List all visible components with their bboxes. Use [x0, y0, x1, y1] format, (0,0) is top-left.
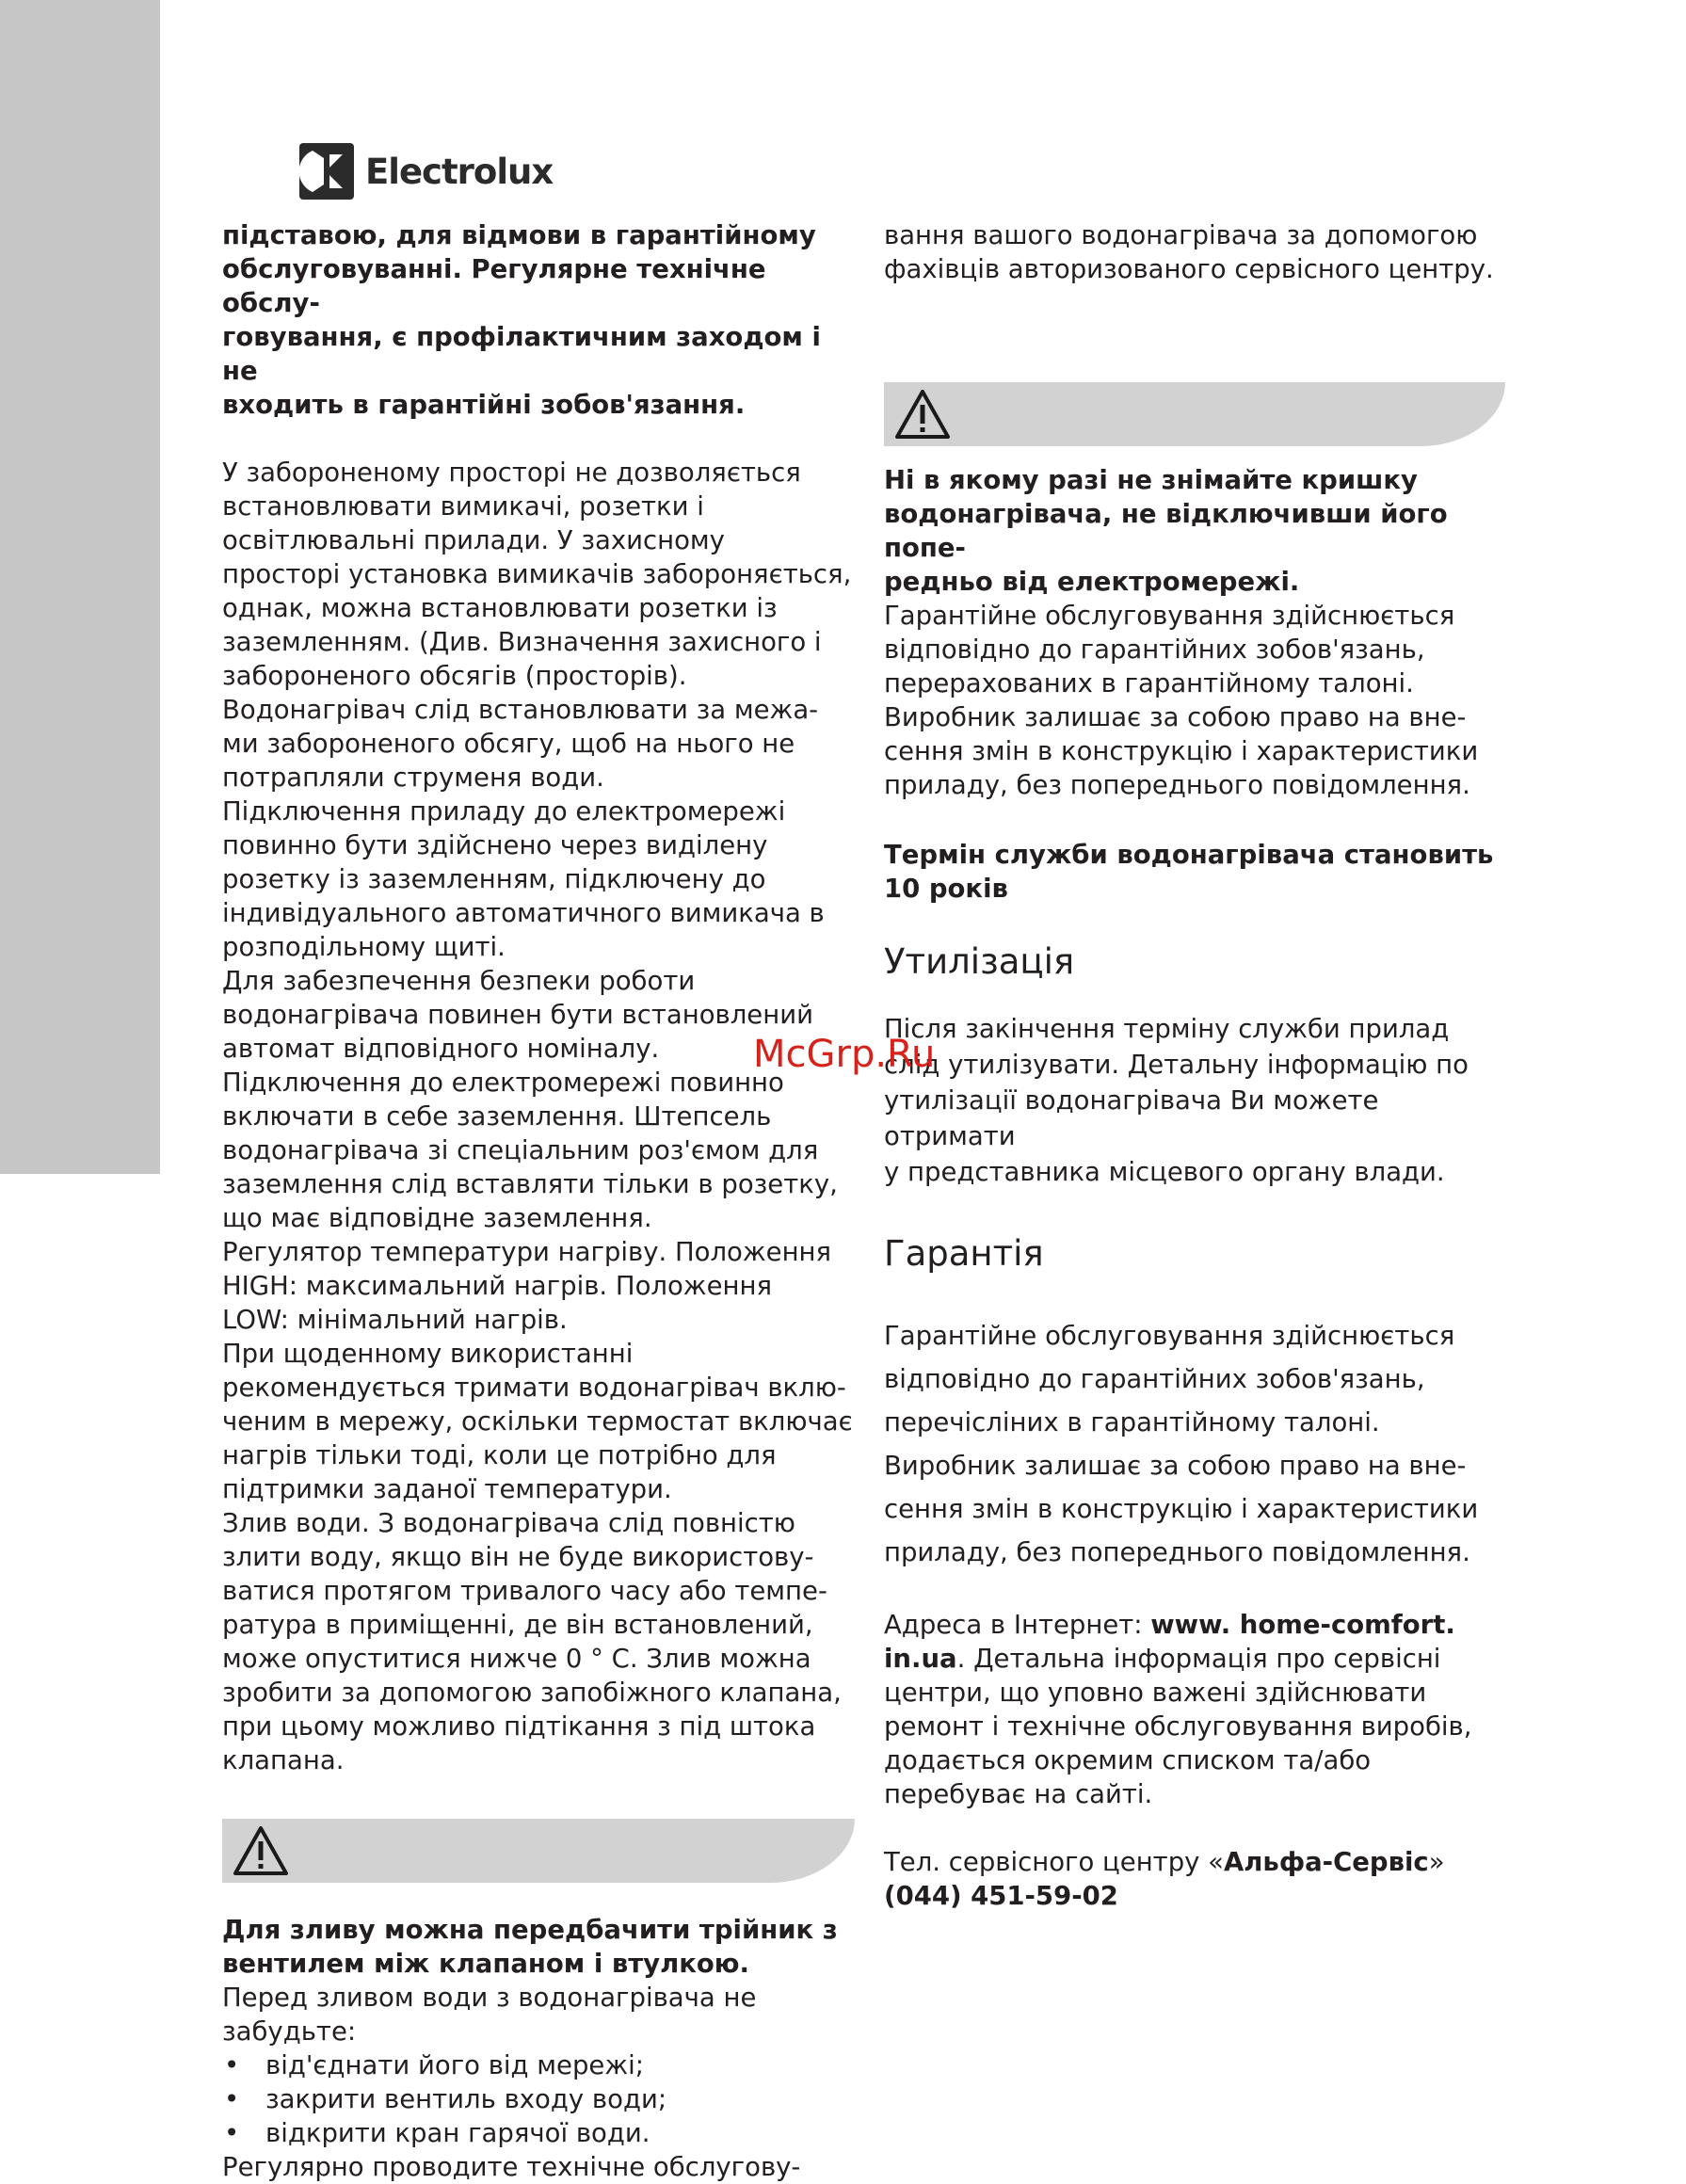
left-column	[222, 218, 855, 2184]
maintenance-continued-text: вання вашого водонагрівача за допомогою фахівців авторизованого сервісного центру.	[884, 220, 1494, 284]
list-item: • від'єднати його від мережі;	[222, 2048, 855, 2082]
installation-text: У забороненому просторі не дозволяється встановлювати вимикачі, розетки і освітлювальні прилади. У захисному просторі установка вимикачів забороняється, однак, можна встановлювати розетки із заземленням. (Див. Визначення захисного і забороненого обсягів (просторів). Водонагрівач слід встановлювати за межа- ми забороненого обсягу, щоб на нього не потрапляли струменя води. Підключення приладу до електромережі повинно бути здійснено через виділену розетку із заземленням, підключену до індивідуального автоматичного вимикача в розподільному щиті. Для забезпечення безпеки роботи водонагрівача повинен бути встановлений автомат відповідного номіналу. Підключення до електромережі повинно включати в себе заземлення. Штепсель водонагрівача зі спеціальним роз'ємом для заземлення слід вставляти тільки в розетку, що має відповідне заземлення. Регулятор температури нагріву. Положення HIGH: максимальний нагрів. Положення LOW: мінімальний нагрів. При щоденному використанні рекомендується тримати водонагрівач вклю- ченим в мережу, оскільки термостат включає нагрів тільки тоді, коли це потрібно для підтримки заданої температури. Злив води. З водонагрівача слід повністю злити воду, якщо він не буде використову- ватися протягом тривалого часу або темпе- ратура в приміщенні, де він встановлений, може опуститися нижче 0 ° С. Злив можна зробити за допомогою запобіжного клапана, при цьому можливо підтікання з під штока клапана.	[222, 458, 853, 1775]
maintenance-text: Регулярно проводите технічне обслугову-	[222, 2152, 801, 2182]
drain-bold-note: Для зливу можна передбачити трійник з вентилем між клапаном і втулкою.	[222, 1915, 838, 1979]
disposal-text: Після закінчення терміну служби прилад слід утилізувати. Детальну інформацію по утилізації водонагрівача Ви можете отримати у представника місцевого органу влади.	[884, 1014, 1469, 1187]
website-info-line2	[884, 1642, 1505, 1676]
brand-logo	[299, 141, 553, 201]
warning-bar-right	[884, 382, 1505, 446]
watermark: McGrp.Ru	[753, 1033, 936, 1076]
guarantee-text: Гарантійне обслуговування здійснюється відповідно до гарантійних зобов'язань, перечісліних в гарантійному талоні. Виробник залишає за собою право на вне- сення змін в конструкцію і характеристики приладу, без попереднього повідомлення.	[884, 1321, 1479, 1567]
phone-label: Тел. сервісного центру «	[884, 1847, 1224, 1877]
drain-steps-list	[222, 2048, 855, 2150]
website-info-rest: . Детальна інформація про сервісні	[956, 1644, 1441, 1674]
list-item: • закрити вентиль входу води;	[222, 2082, 855, 2116]
side-color-bar	[0, 0, 160, 1174]
electrolux-logo-icon	[299, 143, 354, 200]
right-column	[884, 218, 1505, 1913]
warning-bar-left	[222, 1819, 855, 1883]
brand-name: Electrolux	[365, 151, 554, 192]
website-info	[884, 1608, 1505, 1642]
service-life-note: Термін служби водонагрівача становить 10 років	[884, 840, 1494, 904]
website-label: Адреса в Інтернет:	[884, 1610, 1151, 1640]
service-phone-line	[884, 1845, 1505, 1879]
drain-intro-text: Перед зливом води з водонагрівача не забудьте:	[222, 1983, 757, 2047]
intro-bold-paragraph: підставою, для відмови в гарантійному обслуговуванні. Регулярне технічне обслу- говування, є профілактичним заходом і не входить в гарантійні зобов'язання.	[222, 220, 821, 420]
disposal-heading: Утилізація	[884, 941, 1075, 982]
service-center-name: Альфа-Сервіс	[1224, 1847, 1429, 1877]
phone-number: (044) 451-59-02	[884, 1881, 1118, 1911]
guarantee-heading: Гарантія	[884, 1233, 1044, 1274]
warranty-text: Гарантійне обслуговування здійснюється відповідно до гарантійних зобов'язань, перерахованих в гарантійному талоні. Виробник залишає за собою право на вне- сення змін в конструкцію і характеристики приладу, без попереднього повідомлення.	[884, 601, 1479, 800]
website-link-domain[interactable]: in.ua	[884, 1644, 957, 1674]
cover-warning-bold: Ні в якому разі не знімайте кришку водонагрівача, не відключивши його попе- редньо від електромережі.	[884, 465, 1448, 597]
phone-label-end: »	[1428, 1847, 1445, 1877]
list-item: • відкрити кран гарячої води.	[222, 2116, 855, 2150]
website-link[interactable]: www. home-comfort.	[1150, 1610, 1455, 1640]
service-centers-text: центри, що уповно важені здійснювати ремонт і технічне обслуговування виробів, додається окремим списком та/або перебуває на сайті.	[884, 1678, 1472, 1809]
